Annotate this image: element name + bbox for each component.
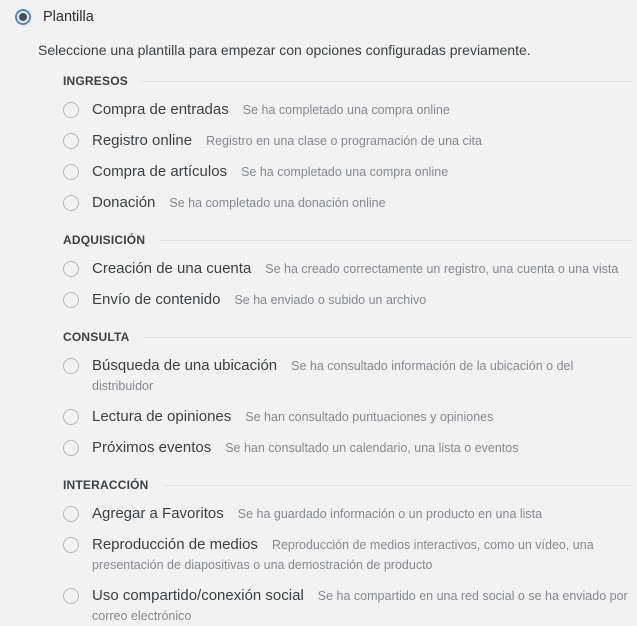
option-text xyxy=(92,162,632,182)
option-label: Creación de una cuenta xyxy=(92,260,252,277)
plantilla-radio-selected[interactable] xyxy=(15,9,31,25)
option-description: Se ha completado una donación online xyxy=(169,196,386,210)
option-radio-unselected[interactable] xyxy=(63,292,79,308)
option-radio-unselected[interactable] xyxy=(63,195,79,211)
section-divider xyxy=(163,485,632,486)
template-section xyxy=(63,329,632,458)
option-label: Lectura de opiniones xyxy=(92,408,232,425)
option-description: Se han consultado puntuaciones y opiniones xyxy=(245,410,494,424)
option-description: Se ha compartido en una red social o se ha enviado por correo electrónico xyxy=(92,589,628,623)
section-divider xyxy=(143,337,632,338)
option-radio-unselected[interactable] xyxy=(63,164,79,180)
option-radio-unselected[interactable] xyxy=(63,261,79,277)
template-option-row[interactable] xyxy=(63,438,632,458)
option-text xyxy=(92,407,632,427)
section-header xyxy=(63,477,632,493)
option-text xyxy=(92,193,632,213)
intro-text: Seleccione una plantilla para empezar con opciones configuradas previamente. xyxy=(38,42,531,58)
section-title: ADQUISICIÓN xyxy=(63,233,146,247)
plantilla-option-row[interactable] xyxy=(15,9,632,25)
option-label: Próximos eventos xyxy=(92,439,212,456)
template-option-row[interactable] xyxy=(63,131,632,151)
option-radio-unselected[interactable] xyxy=(63,537,79,553)
option-radio-unselected[interactable] xyxy=(63,409,79,425)
section-header xyxy=(63,232,632,248)
option-label: Compra de entradas xyxy=(92,101,229,118)
option-description: Se ha completado una compra online xyxy=(242,103,450,117)
plantilla-label: Plantilla xyxy=(43,9,94,25)
template-option-row[interactable] xyxy=(63,193,632,213)
option-text xyxy=(92,100,632,120)
template-option-row[interactable] xyxy=(63,162,632,182)
template-option-row[interactable] xyxy=(63,535,632,575)
option-text xyxy=(92,438,632,458)
option-text xyxy=(92,586,632,626)
section-title: CONSULTA xyxy=(63,330,130,344)
option-description: Se ha completado una compra online xyxy=(241,165,449,179)
option-text xyxy=(92,356,632,396)
section-divider xyxy=(159,240,632,241)
option-description: Se ha guardado información o un producto en una lista xyxy=(237,507,543,521)
template-option-row[interactable] xyxy=(63,100,632,120)
template-option-row[interactable] xyxy=(63,356,632,396)
option-radio-unselected[interactable] xyxy=(63,102,79,118)
option-label: Registro online xyxy=(92,132,193,149)
option-text xyxy=(92,535,632,575)
section-title: INGRESOS xyxy=(63,74,128,88)
section-header xyxy=(63,73,632,89)
option-text xyxy=(92,504,632,524)
option-description: Registro en una clase o programación de una cita xyxy=(206,134,482,148)
template-section xyxy=(63,232,632,310)
option-label: Envío de contenido xyxy=(92,291,221,308)
option-description: Se ha enviado o subido un archivo xyxy=(234,293,427,307)
option-radio-unselected[interactable] xyxy=(63,506,79,522)
template-option-row[interactable] xyxy=(63,504,632,524)
option-radio-unselected[interactable] xyxy=(63,133,79,149)
option-label: Agregar a Favoritos xyxy=(92,505,224,522)
option-description: Se ha creado correctamente un registro, una cuenta o una vista xyxy=(265,262,619,276)
option-description: Se han consultado un calendario, una lista o eventos xyxy=(225,441,519,455)
option-text xyxy=(92,290,632,310)
template-option-row[interactable] xyxy=(63,259,632,279)
radio-dot-icon xyxy=(19,13,27,21)
option-label: Búsqueda de una ubicación xyxy=(92,357,278,374)
template-section xyxy=(63,73,632,213)
option-label: Donación xyxy=(92,194,156,211)
template-option-row[interactable] xyxy=(63,586,632,626)
option-label: Compra de artículos xyxy=(92,163,228,180)
template-section xyxy=(63,477,632,626)
option-description: Reproducción de medios interactivos, como un vídeo, una presentación de diapositivas o una demostración de producto xyxy=(92,538,594,572)
template-option-row[interactable] xyxy=(63,290,632,310)
option-label: Uso compartido/conexión social xyxy=(92,587,304,604)
option-radio-unselected[interactable] xyxy=(63,588,79,604)
option-text xyxy=(92,259,632,279)
template-sections xyxy=(63,73,632,626)
option-radio-unselected[interactable] xyxy=(63,358,79,374)
section-title: INTERACCIÓN xyxy=(63,478,149,492)
option-radio-unselected[interactable] xyxy=(63,440,79,456)
option-description: Se ha consultado información de la ubicación o del distribuidor xyxy=(92,359,574,393)
option-text xyxy=(92,131,632,151)
template-option-row[interactable] xyxy=(63,407,632,427)
section-divider xyxy=(142,81,632,82)
section-header xyxy=(63,329,632,345)
option-label: Reproducción de medios xyxy=(92,536,258,553)
